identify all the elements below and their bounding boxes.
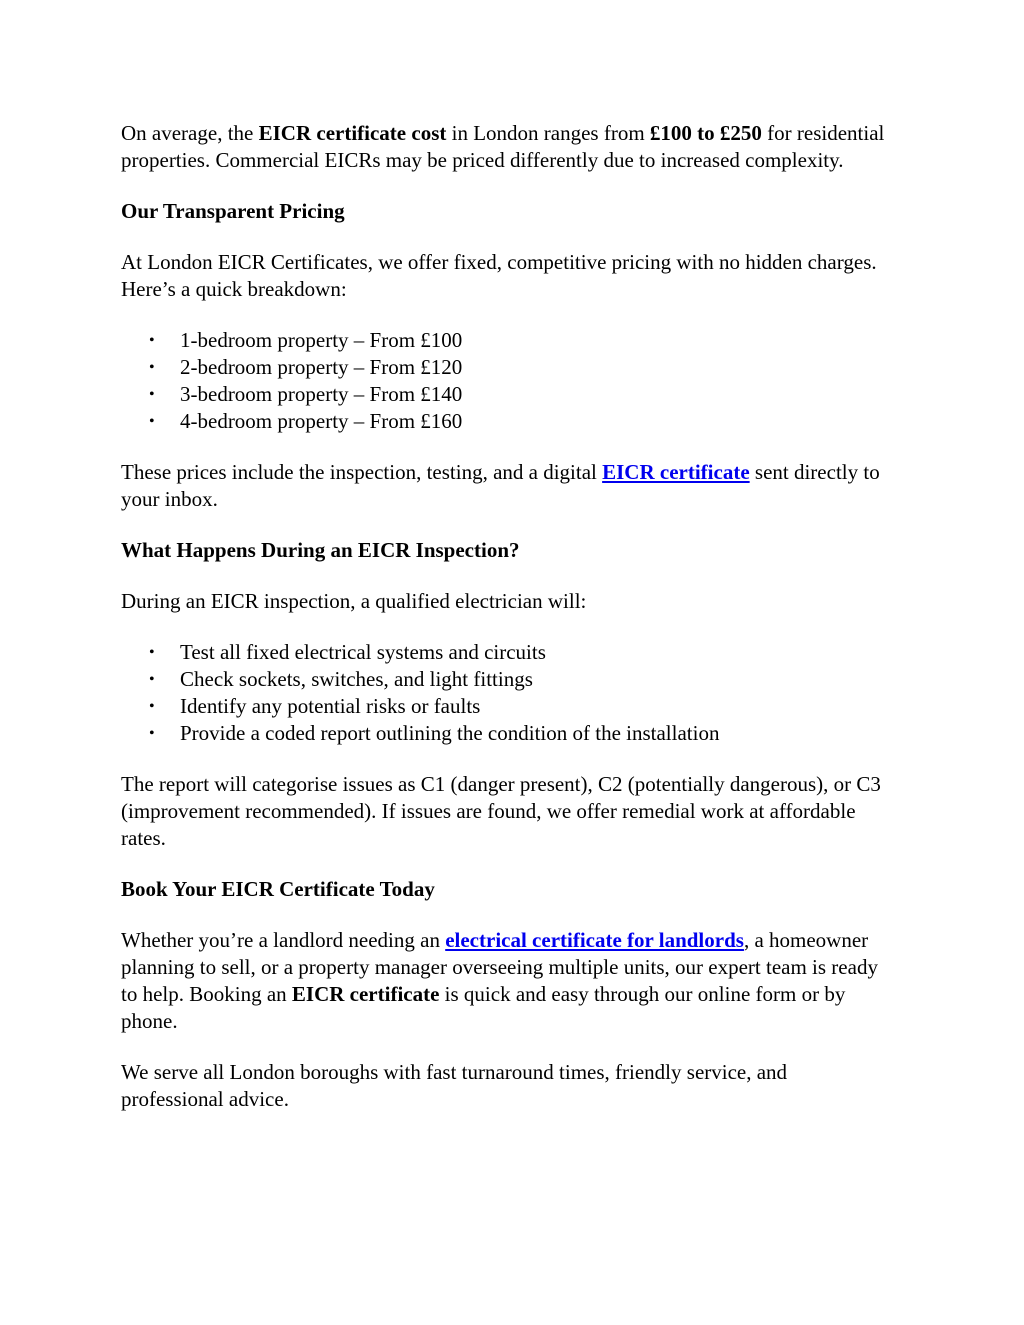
booking-text-1: Whether you’re a landlord needing an [121, 928, 446, 952]
pricing-note-text-1: These prices include the inspection, testing, and a digital [121, 460, 603, 484]
inspection-list [121, 639, 891, 747]
document-page [121, 120, 891, 1137]
list-item: • Check sockets, switches, and light fittings [121, 666, 891, 693]
booking-text-3: is quick and easy through our online form or by phone. [121, 982, 846, 1033]
intro-text-3: for residential properties. Commercial EICRs may be priced differently due to increased complexity. [121, 121, 885, 172]
landlord-certificate-link[interactable]: electrical certificate for landlords [445, 928, 744, 952]
pricing-note [121, 459, 891, 513]
pricing-heading: Our Transparent Pricing [121, 199, 345, 223]
list-item: • 2-bedroom property – From £120 [121, 354, 891, 381]
inspection-intro: During an EICR inspection, a qualified electrician will: [121, 589, 587, 613]
eicr-certificate-link[interactable]: EICR certificate [602, 460, 750, 484]
list-item: • 4-bedroom property – From £160 [121, 408, 891, 435]
list-item: • Provide a coded report outlining the condition of the installation [121, 720, 891, 747]
intro-text-2: in London ranges from [446, 121, 650, 145]
pricing-list [121, 327, 891, 435]
list-item: • 3-bedroom property – From £140 [121, 381, 891, 408]
pricing-intro: At London EICR Certificates, we offer fixed, competitive pricing with no hidden charges. Here’s a quick breakdown: [121, 250, 877, 301]
booking-text-2: , a homeowner planning to sell, or a property manager overseeing multiple units, our expert team is ready to help. Booking an [121, 928, 878, 1006]
list-item: • Identify any potential risks or faults [121, 693, 891, 720]
booking-bold-eicr: EICR certificate [291, 982, 440, 1006]
intro-bold-range: £100 to £250 [649, 121, 762, 145]
intro-text-1: On average, the [121, 121, 259, 145]
list-item: • Test all fixed electrical systems and circuits [121, 639, 891, 666]
inspection-heading: What Happens During an EICR Inspection? [121, 538, 520, 562]
pricing-note-text-2: sent directly to your inbox. [121, 460, 880, 511]
list-item: • 1-bedroom property – From £100 [121, 327, 891, 354]
booking-paragraph [121, 927, 891, 1035]
intro-paragraph [121, 120, 891, 174]
intro-bold-cost: EICR certificate cost [258, 121, 447, 145]
closing-paragraph: We serve all London boroughs with fast turnaround times, friendly service, and professional advice. [121, 1060, 788, 1111]
booking-heading: Book Your EICR Certificate Today [121, 877, 435, 901]
report-paragraph: The report will categorise issues as C1 (danger present), C2 (potentially dangerous), or C3 (improvement recommended). If issues are found, we offer remedial work at affordable rates. [121, 772, 881, 850]
